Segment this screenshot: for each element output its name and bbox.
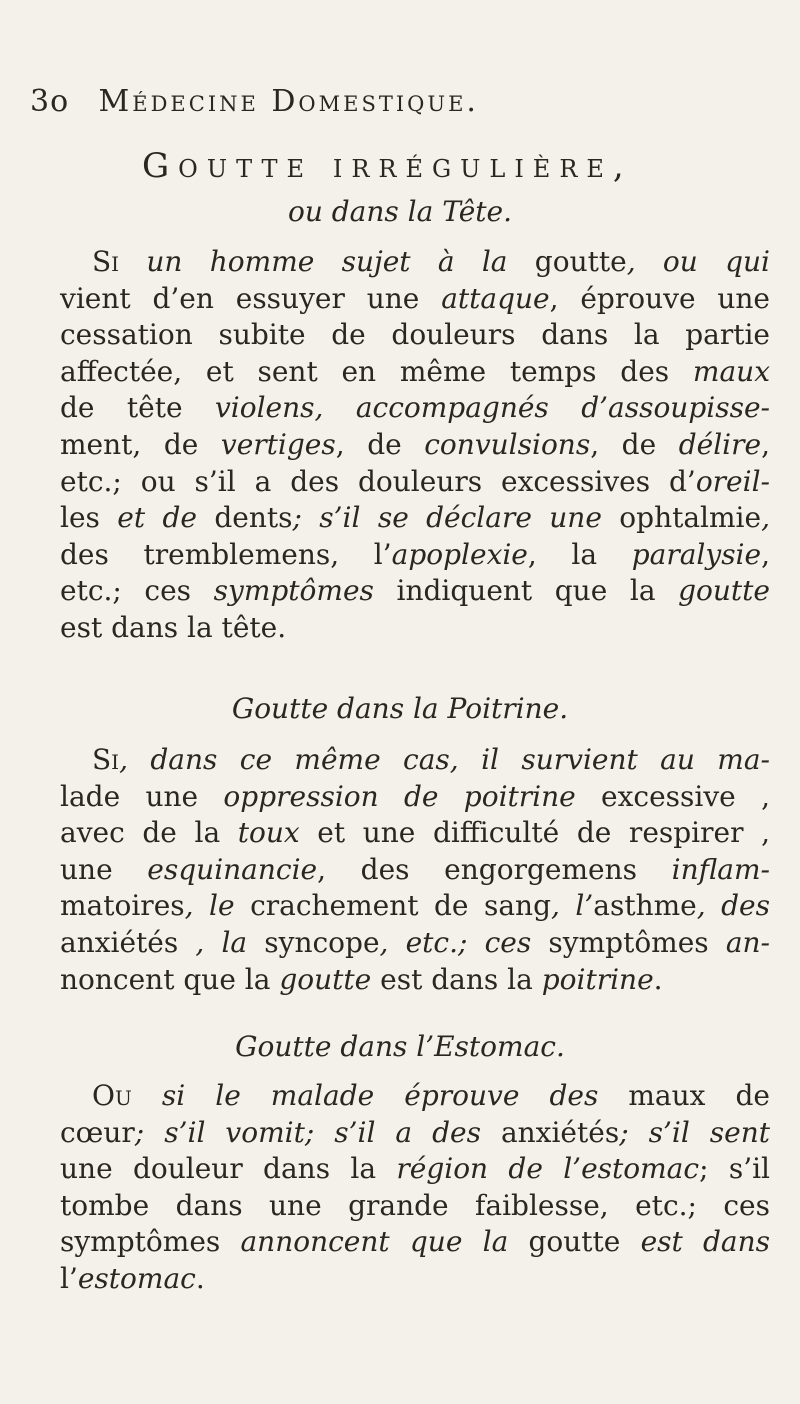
text-run: etc.; ou s’il a des douleurs excessives d’ xyxy=(60,464,696,498)
emphasis-text: et de xyxy=(99,501,215,535)
text-run: symptômes xyxy=(548,925,709,959)
subheading-estomac: Goutte dans l’Estomac. xyxy=(235,1030,565,1063)
emphasis-text: , etc.; ces xyxy=(379,925,549,959)
text-line xyxy=(60,1078,770,1115)
emphasis-text: région de l’estomac xyxy=(396,1152,700,1186)
text-run: anxiétés xyxy=(60,925,179,959)
text-line xyxy=(60,1261,770,1298)
text-run: goutte xyxy=(528,1225,621,1259)
text-run: matoires xyxy=(60,889,185,923)
text-line xyxy=(60,281,770,318)
text-run: , de xyxy=(335,427,425,461)
emphasis-text: convulsions xyxy=(424,427,591,461)
page-number: 3o xyxy=(30,84,70,119)
emphasis-text: estomac xyxy=(77,1261,196,1295)
text-run: . xyxy=(653,962,663,996)
lead-word: Si xyxy=(92,245,120,278)
emphasis-text: symptômes xyxy=(213,574,374,608)
running-header xyxy=(30,84,770,119)
text-run: , xyxy=(761,427,770,461)
emphasis-text: oppression de poitrine xyxy=(223,779,576,813)
paragraph-estomac xyxy=(60,1078,770,1298)
lead-word: Si xyxy=(92,743,120,776)
text-line xyxy=(60,1115,770,1152)
text-line xyxy=(60,815,770,852)
text-line xyxy=(60,779,770,816)
emphasis-text: goutte xyxy=(279,962,372,996)
emphasis-text: , le xyxy=(184,889,251,923)
text-run: noncent que la xyxy=(60,962,280,996)
text-run: ; s’il xyxy=(699,1152,770,1186)
text-run: de tête xyxy=(60,391,183,425)
text-run: , la xyxy=(527,537,632,571)
emphasis-text: apoplexie xyxy=(391,537,528,571)
text-run: , xyxy=(761,537,770,571)
text-run: des tremblemens, l’ xyxy=(60,537,392,571)
text-run: lade une xyxy=(60,779,224,813)
emphasis-text: , la xyxy=(178,925,265,959)
text-run: symptômes xyxy=(60,1225,221,1259)
text-line xyxy=(60,500,770,537)
emphasis-text: annoncent que la xyxy=(220,1225,529,1259)
emphasis-text: si le malade éprouve des xyxy=(131,1079,629,1112)
text-run: ophtalmie xyxy=(619,501,762,535)
text-run: l’ xyxy=(60,1261,78,1295)
emphasis-text: vertiges xyxy=(220,427,336,461)
text-run: une douleur dans la xyxy=(60,1152,397,1186)
text-run: indiquent que la xyxy=(373,574,679,608)
text-line xyxy=(60,852,770,889)
text-run: maux de xyxy=(628,1079,770,1112)
text-run: cessation subite de douleurs dans la partie xyxy=(60,318,770,352)
emphasis-text: ; s’il sent xyxy=(619,1115,771,1149)
text-line xyxy=(60,925,770,962)
text-run: vient d’en essuyer une xyxy=(60,281,442,315)
emphasis-text: an- xyxy=(708,925,771,959)
paragraph-poitrine xyxy=(60,742,770,998)
text-run: avec de la xyxy=(60,816,238,850)
emphasis-text: , ou qui xyxy=(626,245,770,278)
text-line xyxy=(60,354,770,391)
text-run: , de xyxy=(590,427,679,461)
text-run: les xyxy=(60,501,100,535)
paragraph-head xyxy=(60,244,770,647)
emphasis-text: paralysie xyxy=(631,537,762,571)
emphasis-text: , l’ xyxy=(551,889,594,923)
emphasis-text: ; s’il se déclare une xyxy=(292,501,620,535)
lead-word: Ou xyxy=(92,1079,132,1112)
emphasis-text: , des xyxy=(696,889,770,923)
text-line xyxy=(60,962,770,999)
text-run: , éprouve une xyxy=(549,281,770,315)
emphasis-text: maux xyxy=(692,354,770,388)
text-run: excessive , xyxy=(575,779,770,813)
emphasis-text: toux xyxy=(237,816,300,850)
text-run: asthme xyxy=(593,889,697,923)
emphasis-text: oreil- xyxy=(695,464,770,498)
text-run: goutte xyxy=(534,245,627,278)
emphasis-text: ; s’il vomit; s’il a des xyxy=(134,1115,501,1149)
text-line xyxy=(60,742,770,779)
text-line xyxy=(60,1188,770,1225)
text-run: . xyxy=(195,1261,205,1295)
text-run: est dans la xyxy=(371,962,542,996)
emphasis-text: , xyxy=(761,501,770,535)
text-line xyxy=(60,1224,770,1261)
section-title: Goutte irrégulière, xyxy=(142,146,633,186)
emphasis-text: esquinancie xyxy=(147,852,318,886)
text-line xyxy=(60,244,770,281)
text-run: cœur xyxy=(60,1115,135,1149)
text-run: tombe dans une grande faiblesse, etc.; ces xyxy=(60,1188,770,1222)
emphasis-text: , dans ce même cas, il survient au ma- xyxy=(119,743,770,776)
emphasis-text: attaque xyxy=(441,281,550,315)
text-line xyxy=(60,573,770,610)
section-subtitle: ou dans la Tête. xyxy=(287,195,513,228)
text-line xyxy=(60,537,770,574)
text-line xyxy=(60,464,770,501)
text-run: affectée, et sent en même temps des xyxy=(60,354,693,388)
running-title: Médecine Domestique. xyxy=(98,84,479,119)
text-line xyxy=(60,317,770,354)
text-run: , des engorgemens xyxy=(317,852,672,886)
text-run: ment, de xyxy=(60,427,221,461)
text-run: crachement de sang xyxy=(250,889,552,923)
text-line xyxy=(60,390,770,427)
text-run: syncope xyxy=(264,925,380,959)
emphasis-text: un homme sujet à la xyxy=(119,245,535,278)
emphasis-text: violens, accompagnés d’assoupisse- xyxy=(182,391,770,425)
subheading-poitrine: Goutte dans la Poitrine. xyxy=(231,692,569,725)
emphasis-text: poitrine xyxy=(541,962,654,996)
text-run: et une difficulté de respirer , xyxy=(299,816,770,850)
text-line xyxy=(60,610,770,647)
text-line xyxy=(60,888,770,925)
text-run: anxiétés xyxy=(500,1115,620,1149)
emphasis-text: est dans xyxy=(620,1225,771,1259)
emphasis-text: délire xyxy=(678,427,762,461)
text-run: une xyxy=(60,852,148,886)
text-line xyxy=(60,427,770,464)
text-line xyxy=(60,1151,770,1188)
emphasis-text: goutte xyxy=(678,574,770,608)
text-run: est dans la tête. xyxy=(60,610,287,644)
text-run: dents xyxy=(214,501,293,535)
text-run: etc.; ces xyxy=(60,574,214,608)
emphasis-text: inflam- xyxy=(671,852,770,886)
